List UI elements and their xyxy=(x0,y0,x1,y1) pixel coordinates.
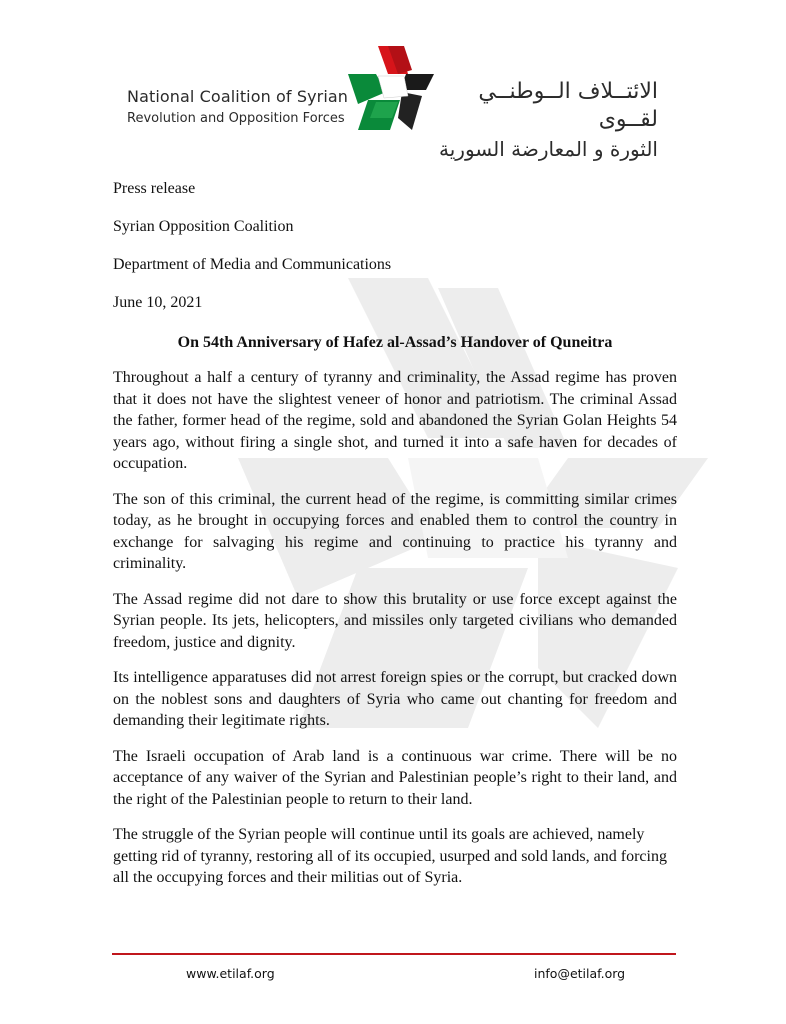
org-name-ar-line1: الائتــلاف الــوطنــي لقــوى xyxy=(478,79,658,132)
footer-email-link[interactable]: info@etilaf.org xyxy=(534,966,626,981)
org-name-en-line2: Revolution and Opposition Forces xyxy=(127,111,345,126)
coalition-star-logo-icon xyxy=(348,44,434,132)
paragraph-6: The struggle of the Syrian people will continue until its goals are achieved, namely getting rid of tyranny, restoring all of its occupied, usurped and sold lands, and forcing all the occupying forces and their militias out of Syria. xyxy=(113,826,667,886)
doc-type: Press release xyxy=(113,180,196,197)
org-name-ar-line2: الثورة و المعارضة السورية xyxy=(439,137,658,161)
paragraph-3: The Assad regime did not dare to show this brutality or use force except against the Syrian people. Its jets, helicopters, and missiles only targeted civilians who demanded freedom, justice and dignity. xyxy=(113,590,677,651)
org-name-arabic xyxy=(428,78,658,162)
paragraph-2: The son of this criminal, the current head of the regime, is committing similar crimes today, as he brought in occupying forces and enabled them to control the country in exchange for salvaging his regime and continuing to practice his tyranny and criminality. xyxy=(113,490,677,572)
footer-website-link[interactable]: www.etilaf.org xyxy=(186,966,275,981)
department: Department of Media and Communications xyxy=(113,256,392,273)
release-title: On 54th Anniversary of Hafez al-Assad’s Handover of Quneitra xyxy=(177,334,613,351)
release-date: June 10, 2021 xyxy=(113,294,203,311)
paragraph-5: The Israeli occupation of Arab land is a continuous war crime. There will be no acceptance of any waiver of the Syrian and Palestinian people’s right to their land, and the right of the Palestinian people to return to their land. xyxy=(113,747,677,808)
press-release-body xyxy=(113,178,677,903)
organization: Syrian Opposition Coalition xyxy=(113,218,294,235)
org-name-english xyxy=(127,86,348,129)
footer-divider xyxy=(112,953,676,955)
paragraph-1: Throughout a half a century of tyranny and criminality, the Assad regime has proven that it does not have the slightest veneer of honor and patriotism. The criminal Assad the father, former head of the regime, sold and abandoned the Syrian Golan Heights 54 years ago, without firing a single shot, and turned it into a safe haven for decades of occupation. xyxy=(113,369,677,472)
org-name-en-line1: National Coalition of Syrian xyxy=(127,87,349,106)
paragraph-4: Its intelligence apparatuses did not arrest foreign spies or the corrupt, but cracked down on the noblest sons and daughters of Syria who came out chanting for freedom and demanding their legitimate rights. xyxy=(113,669,677,729)
